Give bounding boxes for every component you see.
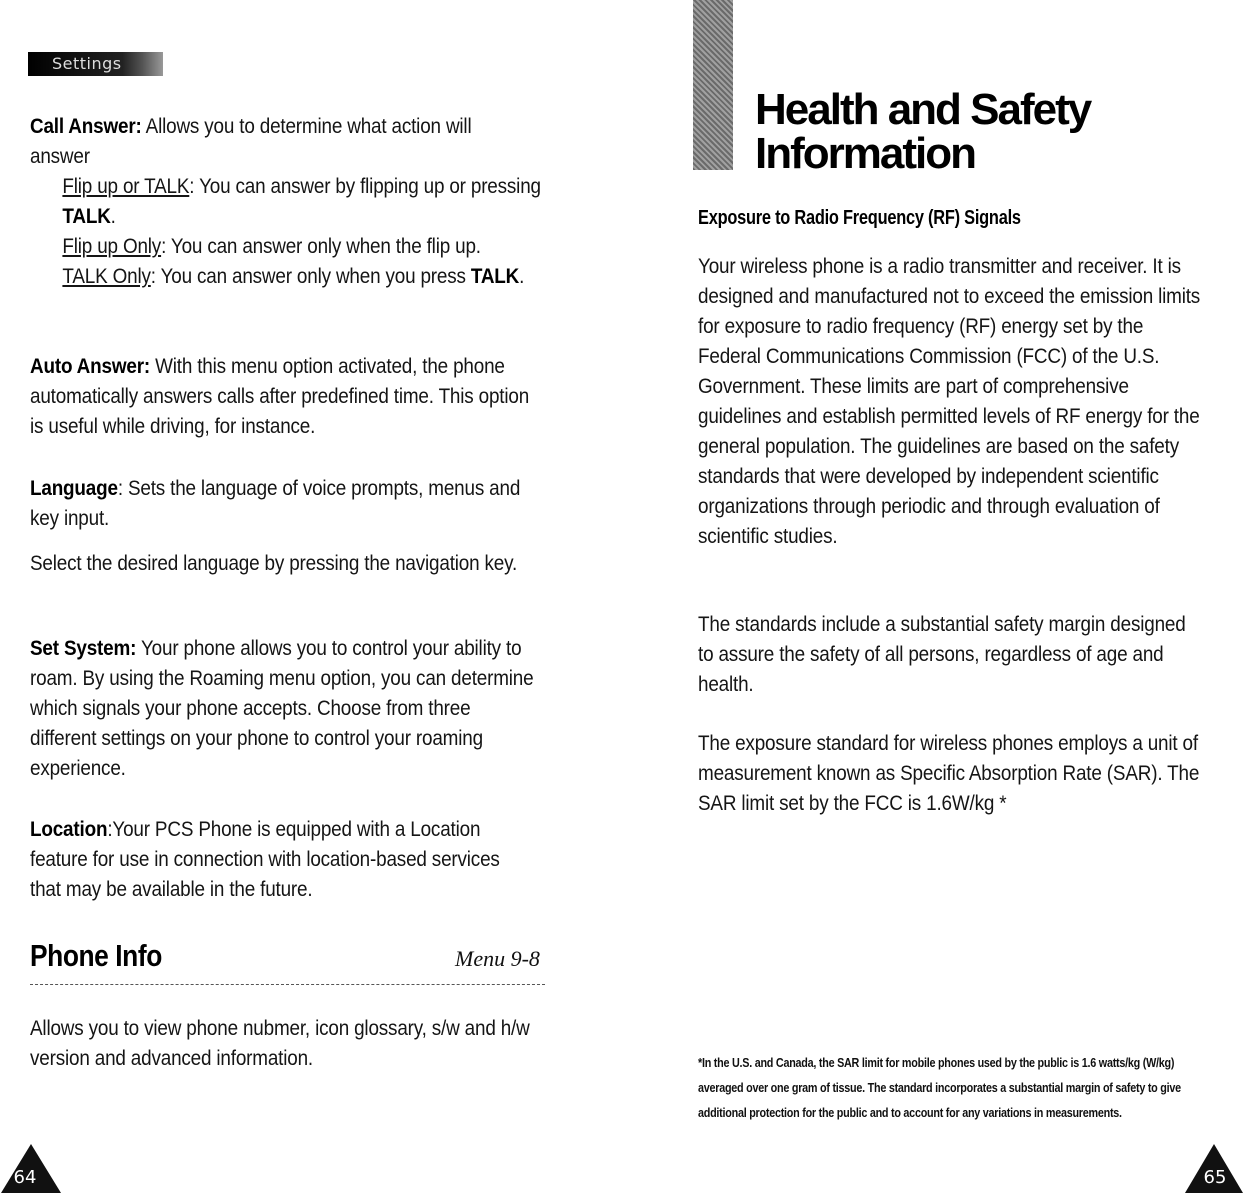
- chapter-title-line2: Information: [755, 129, 975, 178]
- phone-info-text: Allows you to view phone nubmer, icon glossary, s/w and h/w version and advanced information.: [30, 1017, 530, 1070]
- language-instruction-text: Select the desired language by pressing the navigation key.: [30, 552, 518, 575]
- option-flip-up-or-talk: [30, 172, 548, 232]
- auto-answer-term: Auto Answer:: [30, 355, 150, 378]
- language-block: [30, 474, 534, 534]
- sar-footnote: *In the U.S. and Canada, the SAR limit for mobile phones used by the public is 1.6 watts/kg (W/kg) averaged over one gram of tissue. The standard incorporates a substantial margin of safety to give additional protection for the public and to account for any variations in measurements.: [698, 1055, 1181, 1120]
- language-instruction: [30, 549, 534, 579]
- option-text: You can answer only when the flip up.: [170, 235, 481, 258]
- rf-paragraph-3: The exposure standard for wireless phones employs a unit of measurement known as Specific Absorption Rate (SAR). The SAR limit set by the FCC is 1.6W/kg *: [698, 732, 1200, 815]
- phone-info-menu-ref: Menu 9-8: [455, 946, 540, 971]
- rf-paragraph-2: The standards include a substantial safety margin designed to assure the safety of all persons, regardless of age and health.: [698, 613, 1186, 696]
- settings-section-tab: Settings: [28, 52, 163, 76]
- option-flip-up-only: [30, 232, 534, 262]
- page-number-left-label: 64: [13, 1167, 37, 1188]
- option-end: .: [110, 205, 116, 228]
- call-answer-term: Call Answer:: [30, 115, 142, 138]
- call-answer-block: [30, 112, 541, 292]
- location-term: Location: [30, 818, 108, 841]
- set-system-text: Your phone allows you to control your ability to roam. By using the Roaming menu option, you can determine which signals your phone accepts. Choose from three different settings on your phone to control your roaming experience.: [30, 637, 534, 780]
- chapter-marker-bar: [693, 0, 733, 170]
- phone-info-title: Phone Info: [30, 938, 162, 973]
- option-end: .: [519, 265, 525, 288]
- option-sep: :: [150, 265, 161, 288]
- option-key: TALK: [62, 205, 111, 228]
- rf-paragraph-1: Your wireless phone is a radio transmitter and receiver. It is designed and manufactured not to exceed the emission limits for exposure to radio frequency (RF) energy set by the Federal Communications Commission (FCC) of the U.S. Government. These limits are part of comprehensive guidelines and establish permitted levels of RF energy for the general population. The guidelines are based on the safety standards that were developed by independent scientific organizations through periodic and through evaluation of scientific studies.: [698, 255, 1201, 548]
- chapter-title-line1: Health and Safety: [755, 85, 1091, 134]
- option-sep: :: [189, 175, 200, 198]
- auto-answer-text: With this menu option activated, the phone automatically answers calls after predefined time. This option is useful while driving, for instance.: [30, 355, 530, 438]
- option-name: Flip up or TALK: [62, 175, 190, 198]
- page-number-right: [1184, 1142, 1244, 1194]
- option-talk-only: [30, 262, 548, 292]
- page-number-right-label: 65: [1203, 1167, 1227, 1188]
- option-key: TALK: [470, 265, 520, 288]
- option-name: TALK Only: [62, 265, 151, 288]
- location-block: [30, 815, 534, 905]
- rf-signals-subheading: Exposure to Radio Frequency (RF) Signals: [698, 207, 1021, 229]
- call-answer-intro: Allows you to determine what action will answer: [30, 115, 472, 168]
- page-number-left: [0, 1142, 62, 1194]
- language-text: : Sets the language of voice prompts, menus and key input.: [30, 477, 521, 530]
- option-text: You can answer only when you press: [160, 265, 471, 288]
- option-text: You can answer by flipping up or pressing: [199, 175, 541, 198]
- option-name: Flip up Only: [62, 235, 162, 258]
- set-system-block: [30, 634, 534, 784]
- section-divider: [30, 984, 545, 985]
- location-text: :Your PCS Phone is equipped with a Location feature for use in connection with location-based services that may be available in the future.: [30, 818, 500, 901]
- language-term: Language: [30, 477, 118, 500]
- auto-answer-block: [30, 352, 534, 442]
- set-system-term: Set System:: [30, 637, 137, 660]
- option-sep: :: [161, 235, 171, 258]
